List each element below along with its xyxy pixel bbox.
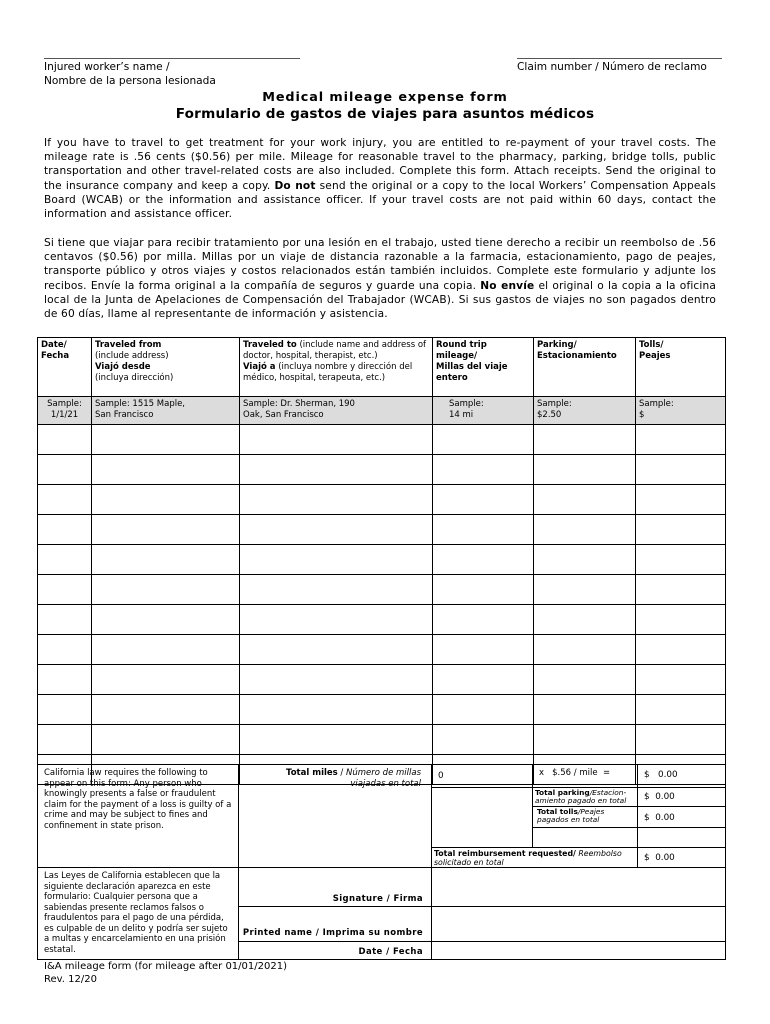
total-miles-field[interactable]	[431, 764, 533, 788]
from-cell[interactable]	[92, 425, 240, 455]
header-round-trip-mileage: Round trip mileage/ Millas del viaje entero	[433, 338, 534, 397]
tolls-cell[interactable]	[636, 515, 726, 545]
header-date: Date/ Fecha	[38, 338, 92, 397]
total-parking-label: Total parking/Estacion-amiento pagado en total	[535, 788, 627, 806]
form-title-spanish: Formulario de gastos de viajes para asuntos médicos	[175, 106, 595, 122]
sample-from: Sample: 1515 Maple, San Francisco	[92, 397, 240, 425]
total-parking-label-box	[532, 787, 638, 807]
to-cell[interactable]	[240, 575, 433, 605]
tolls-amount: $ 0.00	[644, 813, 675, 823]
law-notice-english-box	[37, 764, 239, 868]
miles-cell[interactable]	[433, 575, 534, 605]
to-cell[interactable]	[240, 515, 433, 545]
tolls-cell[interactable]	[636, 635, 726, 665]
parking-cell[interactable]	[534, 485, 636, 515]
law-notice-spanish-box	[37, 867, 239, 960]
date-cell[interactable]	[38, 545, 92, 575]
parking-cell[interactable]	[534, 575, 636, 605]
parking-cell[interactable]	[534, 665, 636, 695]
header-traveled-to: Traveled to (include name and address of doctor, hospital, therapist, etc.) Viajó a (incluya nombre y dirección del médico, hospital, terapeuta, etc.)	[240, 338, 433, 397]
to-cell[interactable]	[240, 695, 433, 725]
claim-number-label[interactable]: Claim number / Número de reclamo	[517, 61, 707, 73]
signature-field[interactable]	[431, 867, 726, 907]
to-cell[interactable]	[240, 455, 433, 485]
printed-name-field[interactable]	[431, 906, 726, 942]
signature-label: Signature / Firma	[332, 894, 423, 904]
miles-cell[interactable]	[433, 665, 534, 695]
from-cell[interactable]	[92, 515, 240, 545]
from-cell[interactable]	[92, 695, 240, 725]
sample-date: Sample: 1/1/21	[38, 397, 92, 425]
law-notice-spanish: Las Leyes de California establecen que la siguiente declaración aparezca en este formulario: Cualquier persona que a sabiendas presente reclamos falsos o fraudulentos para el pago de una pérdida, es culpable de un delito y podría ser sujeto a multas y encarcelamiento en una prisión estatal.	[44, 871, 228, 955]
parking-cell[interactable]	[534, 725, 636, 755]
total-miles-value: 0	[438, 771, 444, 781]
date-label-box	[238, 941, 432, 960]
entry-row[interactable]	[38, 635, 726, 665]
parking-amount: $ 0.00	[644, 792, 675, 802]
from-cell[interactable]	[92, 455, 240, 485]
parking-cell[interactable]	[534, 425, 636, 455]
sample-miles: Sample: 14 mi	[433, 397, 534, 425]
to-cell[interactable]	[240, 605, 433, 635]
entry-row[interactable]	[38, 665, 726, 695]
tolls-cell[interactable]	[636, 485, 726, 515]
mileage-amount-field[interactable]	[637, 764, 726, 788]
entry-row[interactable]	[38, 425, 726, 455]
tolls-amount-field[interactable]	[637, 806, 726, 828]
sample-to: Sample: Dr. Sherman, 190 Oak, San Francisco	[240, 397, 433, 425]
parking-cell[interactable]	[534, 455, 636, 485]
miles-cell[interactable]	[433, 635, 534, 665]
to-cell[interactable]	[240, 665, 433, 695]
parking-amount-field[interactable]	[637, 787, 726, 807]
to-cell[interactable]	[240, 725, 433, 755]
tolls-cell[interactable]	[636, 605, 726, 635]
sample-parking: Sample: $2.50	[534, 397, 636, 425]
form-title-english: Medical mileage expense form	[262, 90, 508, 105]
header-traveled-from: Traveled from (include address) Viajó desde (incluya dirección)	[92, 338, 240, 397]
miles-cell[interactable]	[433, 485, 534, 515]
to-cell[interactable]	[240, 485, 433, 515]
parking-cell[interactable]	[534, 635, 636, 665]
tolls-cell[interactable]	[636, 545, 726, 575]
reimbursement-amount: $ 0.00	[644, 853, 675, 863]
parking-cell[interactable]	[534, 515, 636, 545]
injured-worker-name-label[interactable]	[44, 61, 216, 88]
miles-cell[interactable]	[433, 695, 534, 725]
miles-cell[interactable]	[433, 425, 534, 455]
law-notice-english: California law requires the following to appear on this form: Any person who knowingly presents a false or fraudulent claim for the payment of a loss is guilty of a crime and may be subject to fines and confinement in state prison.	[44, 768, 232, 831]
revision-line: Rev. 12/20	[44, 973, 97, 985]
rate-box	[532, 764, 638, 788]
total-reimbursement-label: Total reimbursement requested/ Reembolso solicitado en total	[434, 849, 622, 867]
from-cell[interactable]	[92, 485, 240, 515]
from-cell[interactable]	[92, 725, 240, 755]
date-cell[interactable]	[38, 455, 92, 485]
date-cell[interactable]	[38, 635, 92, 665]
tolls-cell[interactable]	[636, 695, 726, 725]
from-cell[interactable]	[92, 545, 240, 575]
form-version-line: I&A mileage form (for mileage after 01/01/2021)	[44, 961, 287, 972]
entry-row[interactable]	[38, 485, 726, 515]
header-parking: Parking/ Estacionamiento	[534, 338, 636, 397]
entry-row[interactable]	[38, 455, 726, 485]
blank-spacer-box	[532, 827, 638, 848]
parking-cell[interactable]	[534, 695, 636, 725]
printed-name-label: Printed name / Imprima su nombre	[242, 928, 423, 938]
name-signature-line	[44, 58, 300, 59]
intro-english: If you have to travel to get treatment for your work injury, you are entitled to re-payment of your travel costs. The mileage rate is .56 cents ($0.56) per mile. Mileage for reasonable travel to the pharmacy, parking, bridge tolls, public transportation and other travel-related costs are also included. Complete this form. Attach receipts. Send the original to the insurance company and keep a copy. Do not send the original or a copy to the local Workers’ Compensation Appeals Board (WCAB) or the information and assistance officer. If your travel costs are not paid within 60 days, contact the information and assistance officer.	[44, 137, 716, 221]
to-cell[interactable]	[240, 635, 433, 665]
entry-row[interactable]	[38, 575, 726, 605]
from-cell[interactable]	[92, 575, 240, 605]
date-label: Date / Fecha	[358, 947, 423, 957]
tolls-cell[interactable]	[636, 455, 726, 485]
name-label-es: Nombre de la persona lesionada	[44, 75, 216, 87]
date-cell[interactable]	[38, 725, 92, 755]
miles-cell[interactable]	[433, 515, 534, 545]
footer	[44, 961, 287, 986]
blank-amount-box	[637, 827, 726, 848]
entry-row[interactable]	[38, 695, 726, 725]
from-cell[interactable]	[92, 635, 240, 665]
total-tolls-label-box	[532, 806, 638, 828]
intro-spanish: Si tiene que viajar para recibir tratamiento por una lesión en el trabajo, usted tiene derecho a recibir un reembolso de .56 centavos ($0.56) por milla. Millas por un viaje de distancia razonable a la farmacia, estacionamiento, pago de peajes, transporte público y otros viajes y costos relacionados están también incluidos. Complete este formulario y adjunte los recibos. Envíe la forma original a la compañía de seguros y guarde una copia. No envíe el original o la copia a la oficina local de la Junta de Apelaciones de Compensación del Trabajador (WCAB). Si sus gastos de viajes no son pagados dentro de 60 días, llame al representante de información y asistencia.	[44, 237, 716, 321]
table-header-row	[38, 338, 726, 397]
date-cell[interactable]	[38, 665, 92, 695]
travel-log-table	[37, 337, 726, 785]
miles-cell[interactable]	[433, 545, 534, 575]
date-field[interactable]	[431, 941, 726, 960]
printed-name-label-box	[238, 906, 432, 942]
tolls-cell[interactable]	[636, 665, 726, 695]
rate-text: x $.56 / mile =	[539, 768, 611, 778]
signature-label-box	[238, 867, 432, 907]
name-label-en: Injured worker’s name /	[44, 61, 170, 73]
tolls-cell[interactable]	[636, 725, 726, 755]
to-cell[interactable]	[240, 425, 433, 455]
parking-cell[interactable]	[534, 605, 636, 635]
entry-row[interactable]	[38, 725, 726, 755]
from-cell[interactable]	[92, 665, 240, 695]
entry-row[interactable]	[38, 515, 726, 545]
claim-number-line	[517, 58, 722, 59]
parking-cell[interactable]	[534, 545, 636, 575]
mileage-amount: $ 0.00	[644, 770, 678, 780]
sample-row	[38, 397, 726, 425]
miles-cell[interactable]	[433, 725, 534, 755]
miles-cell[interactable]	[433, 605, 534, 635]
date-cell[interactable]	[38, 695, 92, 725]
entry-row[interactable]	[38, 605, 726, 635]
date-cell[interactable]	[38, 485, 92, 515]
from-cell[interactable]	[92, 605, 240, 635]
sample-tolls: Sample: $	[636, 397, 726, 425]
date-cell[interactable]	[38, 605, 92, 635]
totals-left-box	[238, 764, 432, 868]
to-cell[interactable]	[240, 545, 433, 575]
tolls-cell[interactable]	[636, 575, 726, 605]
date-cell[interactable]	[38, 515, 92, 545]
tolls-cell[interactable]	[636, 425, 726, 455]
total-tolls-label: Total tolls/Peajes pagados en total	[537, 807, 605, 825]
miles-cell[interactable]	[433, 455, 534, 485]
entry-row[interactable]	[38, 545, 726, 575]
date-cell[interactable]	[38, 575, 92, 605]
date-cell[interactable]	[38, 425, 92, 455]
total-reimbursement-label-box	[431, 847, 638, 868]
reimbursement-amount-field[interactable]	[637, 847, 726, 868]
total-miles-label: Total miles / Número de millas viajadas en total	[286, 768, 421, 789]
header-tolls: Tolls/ Peajes	[636, 338, 726, 397]
